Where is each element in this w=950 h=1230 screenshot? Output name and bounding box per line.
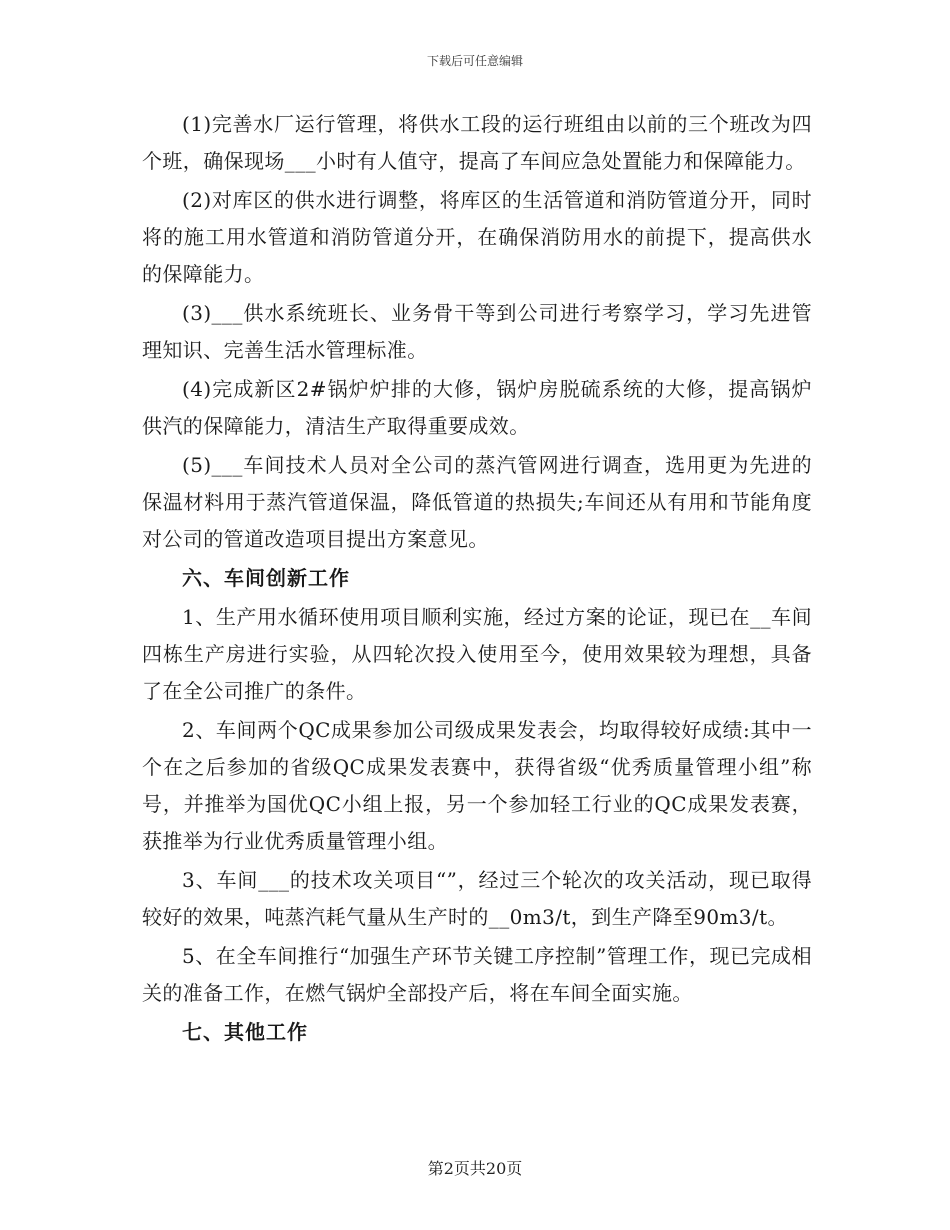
paragraph-item-4: (4)完成新区2#锅炉炉排的大修，锅炉房脱硫系统的大修，提高锅炉供汽的保障能力，清洁生产取得重要成效。: [142, 377, 812, 438]
page-number-footer: 第2页共20页: [427, 1159, 523, 1178]
paragraph-item-5: (5)___车间技术人员对全公司的蒸汽管网进行调查，选用更为先进的保温材料用于蒸汽管道保温，降低管道的热损失;车间还从有用和节能角度对公司的管道改造项目提出方案意见。: [142, 453, 812, 551]
paragraph-item-3: (3)___供水系统班长、业务骨干等到公司进行考察学习，学习先进管理知识、完善生活水管理标准。: [142, 301, 812, 362]
section-heading-six: 六、车间创新工作: [182, 566, 350, 590]
page-header-note: 下载后可任意编辑: [426, 54, 523, 68]
document-body: [142, 106, 812, 1053]
paragraph-item-2: (2)对库区的供水进行调整，将库区的生活管道和消防管道分开，同时将的施工用水管道和消防管道分开，在确保消防用水的前提下，提高供水的保障能力。: [142, 188, 812, 286]
paragraph-innovation-1: 1、生产用水循环使用项目顺利实施，经过方案的论证，现已在__车间四栋生产房进行实验，从四轮次投入使用至今，使用效果较为理想，具备了在全公司推广的条件。: [142, 605, 812, 703]
section-heading-seven: 七、其他工作: [182, 1020, 308, 1044]
paragraph-innovation-5: 5、在全车间推行“加强生产环节关键工序控制”管理工作，现已完成相关的准备工作，在燃气锅炉全部投产后，将在车间全面实施。: [142, 944, 812, 1005]
paragraph-item-1: (1)完善水厂运行管理，将供水工段的运行班组由以前的三个班改为四个班，确保现场___小时有人值守，提高了车间应急处置能力和保障能力。: [142, 112, 812, 173]
paragraph-innovation-3: 3、车间___的技术攻关项目“”，经过三个轮次的攻关活动，现已取得较好的效果，吨蒸汽耗气量从生产时的__0m3/t，到生产降至90m3/t。: [142, 868, 812, 929]
paragraph-innovation-2: 2、车间两个QC成果参加公司级成果发表会，均取得较好成绩:其中一个在之后参加的省级QC成果发表赛中，获得省级“优秀质量管理小组”称号，并推举为国优QC小组上报，另一个参加轻工行业的QC成果发表赛，获推举为行业优秀质量管理小组。: [142, 718, 812, 853]
